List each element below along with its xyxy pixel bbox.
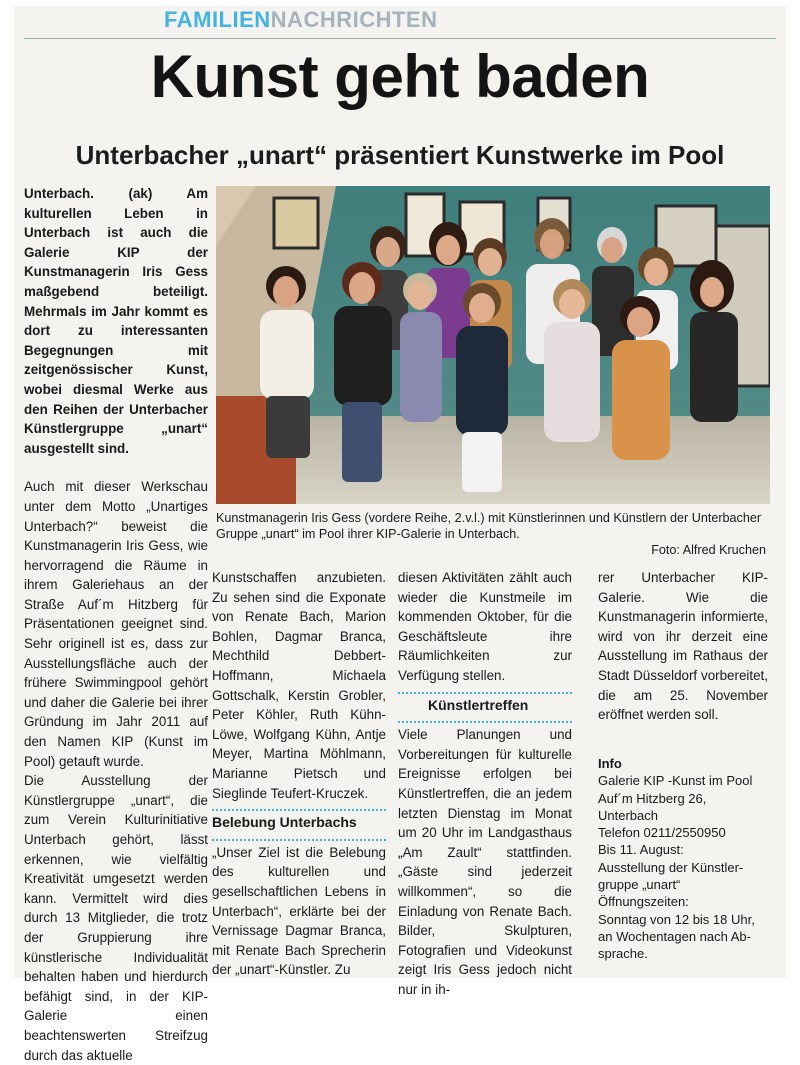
info-line: Unterbach xyxy=(598,807,658,823)
info-line: Bis 11. August: xyxy=(598,842,684,858)
info-line: Auf´m Hitzberg 26, xyxy=(598,790,707,806)
info-line: Öffnungszeiten: xyxy=(598,894,689,910)
info-line: gruppe „unart“ xyxy=(598,877,681,893)
info-line: Telefon 0211/2550950 xyxy=(598,825,726,841)
article-column-1 xyxy=(24,184,208,1065)
paragraph: „Unser Ziel ist die Belebung des kulturellen und gesellschaftlichen Lebens in Unterbach“, erklärte bei der Vernissage Dagmar Branca, mit Renate Bach Sprecherin der „unart“-Künstler. Zu xyxy=(212,844,386,978)
paragraph: rer Unterbacher KIP-Galerie. Wie die Kunstmanagerin informierte, wird von ihr derzeit eine Ausstellung im Rathaus der Stadt Düsseldorf vorbereitet, die am 25. November eröffnet werden soll. xyxy=(598,570,768,723)
dotted-divider xyxy=(398,721,572,723)
article-column-3 xyxy=(398,568,572,999)
article-column-4 xyxy=(598,568,768,725)
dotted-divider xyxy=(212,809,386,811)
group-photo xyxy=(216,186,770,504)
section-label: FAMILIENNACHRICHTEN xyxy=(164,7,438,32)
info-box xyxy=(598,755,778,963)
info-line: Ausstellung der Künstler- xyxy=(598,859,744,875)
paragraph: Auch mit dieser Werkschau unter dem Motto „Unartiges Unterbach?“ beweist die Kunstmanagerin Iris Gess, wie hervorragend die Räume in ihrem Galeriehaus an der Straße Auf´m Hitzberg für Präsentationen geeignet sind. Sehr originell ist es, dass zur Ausstellungsfläche auch der frühere Swimmingpool gehört und daher die Galerie bei ihrer Gründung im Jahr 2011 auf den Namen KIP (Kunst im Pool) getauft wurde. xyxy=(24,479,208,769)
paragraph: Die Ausstellung der Künstlergruppe „unart“, die zum Verein Kulturinitiative Unterbach gehört, lässt erkennen, wie vielfältig Kreativität umgesetzt werden kann. Vermittelt wird dies durch 13 Mitglieder, die trotz der Gruppierung ihre künstlerische Individualität behalten haben und hierdurch befähigt sind, in der KIP-Galerie einen beachtenswerten Streifzug durch das aktuelle xyxy=(24,773,208,1063)
dotted-divider xyxy=(398,692,572,694)
section-heading: Künstlertreffen xyxy=(428,696,529,713)
headline: Kunst geht baden xyxy=(150,43,650,110)
article-column-2 xyxy=(212,568,386,980)
paragraph: diesen Aktivitäten zählt auch wieder die Kunstmeile im kommenden Oktober, für die Geschäftsleute ihre Räumlichkeiten zur Verfügung stellen. xyxy=(398,570,572,683)
info-title: Info xyxy=(598,756,622,771)
photo-credit: Foto: Alfred Kruchen xyxy=(651,543,766,557)
info-line: an Wochentagen nach Ab- xyxy=(598,928,751,944)
paragraph: Viele Planungen und Vorbereitungen für kulturelle Ereignisse erfolgen bei Künstlertreffen, die an jedem letzten Dienstag im Monat um 20 Uhr im Landgasthaus „Am Zault“ stattfinden. „Gäste sind jederzeit willkommen“, so die Einladung von Renate Bach. Bilder, Skulpturen, Fotografien und Videokunst zeigt Iris Gess jedoch nicht nur in ih- xyxy=(398,727,572,997)
dotted-divider xyxy=(212,839,386,841)
info-line: Galerie KIP -Kunst im Pool xyxy=(598,773,753,789)
photo-caption xyxy=(216,510,766,558)
section-heading: Belebung Unterbachs xyxy=(212,814,357,831)
lead-paragraph: Unterbach. (ak) Am kulturellen Leben in Unterbach ist auch die Galerie KIP der Kunstmanagerin Iris Gess maßgebend beteiligt. Mehrmals im Jahr kommt es dort zu interessanten Begegnungen mit zeitgenössischer Kunst, wobei diesmal Werke aus den Reihen der Unterbacher Künstlergruppe „unart“ ausgestellt sind. xyxy=(24,186,208,456)
info-line: sprache. xyxy=(598,946,648,962)
paragraph: Kunstschaffen anzubieten. Zu sehen sind die Exponate von Renate Bach, Marion Bohlen, Dagmar Branca, Mechthild Debbert-Hoffmann, Michaela Gottschalk, Kerstin Grobler, Peter Köhler, Ruth Kühn-Löwe, Wolfgang Kühn, Antje Meyer, Martina Möhlmann, Marianne Pietsch und Sieglinde Teufert-Kruczek. xyxy=(212,570,386,801)
header-rule xyxy=(24,38,776,39)
group-photo-image xyxy=(216,186,770,504)
subheadline: Unterbacher „unart“ präsentiert Kunstwerke im Pool xyxy=(75,140,725,170)
info-line: Sonntag von 12 bis 18 Uhr, xyxy=(598,911,755,927)
caption-text: Kunstmanagerin Iris Gess (vordere Reihe, 2.v.l.) mit Künstlerinnen und Künstlern der Unterbacher Gruppe „unart“ im Pool ihrer KIP-Galerie in Unterbach. xyxy=(216,511,762,541)
